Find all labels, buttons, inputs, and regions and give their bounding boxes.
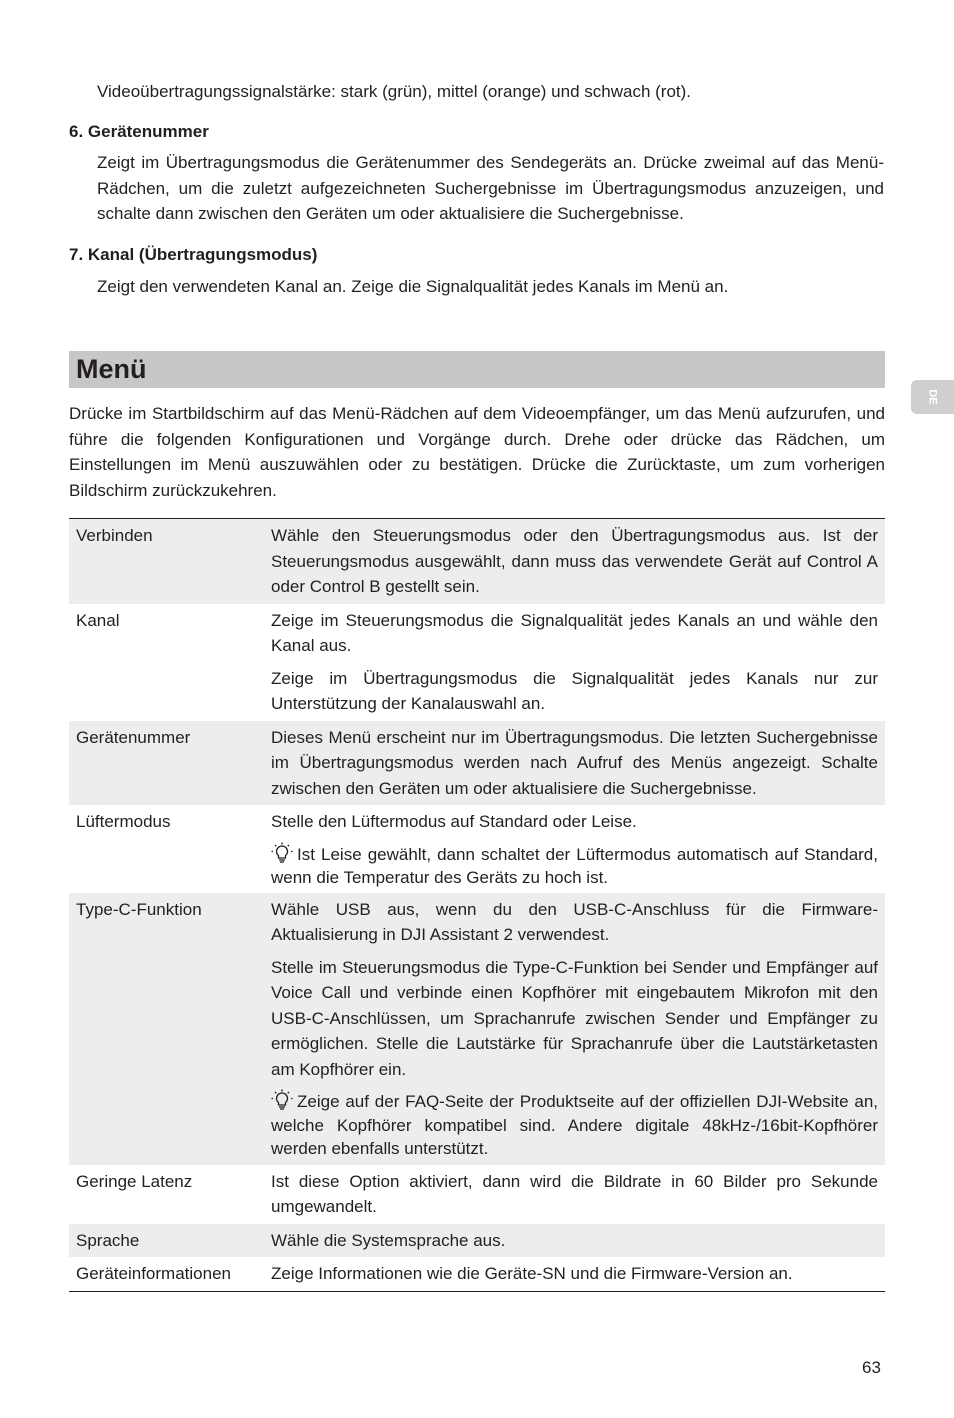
menu-heading-bar: [69, 351, 885, 388]
language-tab: [911, 380, 954, 414]
table-row: [69, 519, 885, 604]
row-label: Geräteinformationen: [76, 1264, 231, 1283]
row-text: Wähle die Systemsprache aus.: [271, 1230, 506, 1250]
tip-text: Ist Leise gewählt, dann schaltet der Lüftermodus automatisch auf Standard, wenn die Temperatur des Geräts zu hoch ist.: [271, 844, 878, 887]
row-text: Wähle den Steuerungsmodus oder den Übertragungsmodus aus. Ist der Steuerungsmodus ausgewählt, dann muss das verwendete Gerät auf Control A oder Control B gestellt sein.: [271, 526, 878, 596]
table-row: [69, 1257, 885, 1291]
row-description: [271, 1257, 878, 1291]
lightbulb-tip-icon: [271, 1089, 293, 1111]
row-label: Geringe Latenz: [76, 1171, 193, 1191]
section-text-7: Zeigt den verwendeten Kanal an. Zeige die Signalqualität jedes Kanals im Menü an.: [97, 277, 729, 296]
row-label: Sprache: [76, 1230, 140, 1250]
menu-table: [69, 518, 885, 1292]
row-text: Ist diese Option aktiviert, dann wird die Bildrate in 60 Bilder pro Sekunde umgewandelt.: [271, 1171, 878, 1216]
tip-note: [271, 842, 878, 889]
row-text: Stelle den Lüftermodus auf Standard oder Leise.: [271, 812, 637, 831]
row-label: Lüftermodus: [76, 812, 171, 831]
intro-line: Videoübertragungssignalstärke: stark (grün), mittel (orange) und schwach (rot).: [97, 82, 692, 101]
row-text: Zeige im Steuerungsmodus die Signalqualität jedes Kanals an und wähle den Kanal aus.: [271, 610, 878, 655]
row-description: [271, 1224, 878, 1258]
row-label: Verbinden: [76, 526, 153, 545]
table-row: [69, 893, 885, 1165]
table-row: [69, 604, 885, 721]
language-tab-label: DE: [926, 389, 939, 405]
lightbulb-tip-icon: [271, 842, 293, 864]
row-text: Wähle USB aus, wenn du den USB-C-Anschluss für die Firmware-Aktualisierung in DJI Assistant 2 verwendest.: [271, 899, 878, 944]
row-description: [271, 1165, 878, 1224]
menu-title: Menü: [76, 354, 147, 384]
table-row: [69, 1224, 885, 1258]
row-label: Type-C-Funktion: [76, 899, 202, 919]
row-text: Stelle im Steuerungsmodus die Type-C-Funktion bei Sender und Empfänger auf Voice Call und verbinde einen Kopfhörer mit eingebautem Mikrofon mit den USB-C-Anschlüssen, um Sprachanrufe zwischen Sender und Empfänger zu ermöglichen. Stelle die Lautstärke für Sprachanrufe über die Lautstärketasten am Kopfhörer ein.: [271, 957, 878, 1079]
row-description: [271, 893, 878, 1165]
menu-intro: Drücke im Startbildschirm auf das Menü-Rädchen auf dem Videoempfänger, um das Menü aufzurufen, und führe die folgenden Konfigurationen und Vorgänge durch. Drehe oder drücke das Rädchen, um Einstellungen im Menü auszuwählen oder zu bestätigen. Drücke die Zurücktaste, um zum vorherigen Bildschirm zurückzukehren.: [69, 404, 885, 500]
tip-note: [271, 1089, 878, 1161]
page-number: 63: [862, 1358, 881, 1377]
table-row: [69, 805, 885, 893]
row-text: Dieses Menü erscheint nur im Übertragungsmodus. Die letzten Suchergebnisse im Übertragungsmodus werden nach Aufruf des Menüs angezeigt. Schalte zwischen den Geräten um oder aktualisiere die Suchergebnisse.: [271, 727, 878, 798]
table-row: [69, 721, 885, 806]
row-text: Zeige Informationen wie die Geräte-SN und die Firmware-Version an.: [271, 1264, 793, 1283]
tip-text: Zeige auf der FAQ-Seite der Produktseite auf der offiziellen DJI-Website an, welche Kopfhörer kompatibel sind. Andere digitale 48kHz-/16bit-Kopfhörer werden ebenfalls unterstützt.: [271, 1092, 878, 1158]
row-description: [271, 805, 878, 893]
row-description: [271, 604, 878, 721]
section-heading-6: 6. Gerätenummer: [69, 122, 209, 141]
table-row: [69, 1165, 885, 1224]
row-description: [271, 721, 878, 806]
row-description: [271, 519, 878, 604]
section-text-6: Zeigt im Übertragungsmodus die Gerätenummer des Sendegeräts an. Drücke zweimal auf das Menü-Rädchen, um die zuletzt aufgezeichneten Suchergebnisse im Übertragungsmodus anzuzeigen, und schalte dann zwischen den Geräten um oder aktualisiere die Suchergebnisse.: [97, 153, 884, 223]
section-heading-7: 7. Kanal (Übertragungsmodus): [69, 245, 318, 264]
row-label: Kanal: [76, 610, 120, 630]
row-label: Gerätenummer: [76, 727, 191, 747]
row-text: Zeige im Übertragungsmodus die Signalqualität jedes Kanals nur zur Unterstützung der Kanalauswahl an.: [271, 668, 878, 713]
